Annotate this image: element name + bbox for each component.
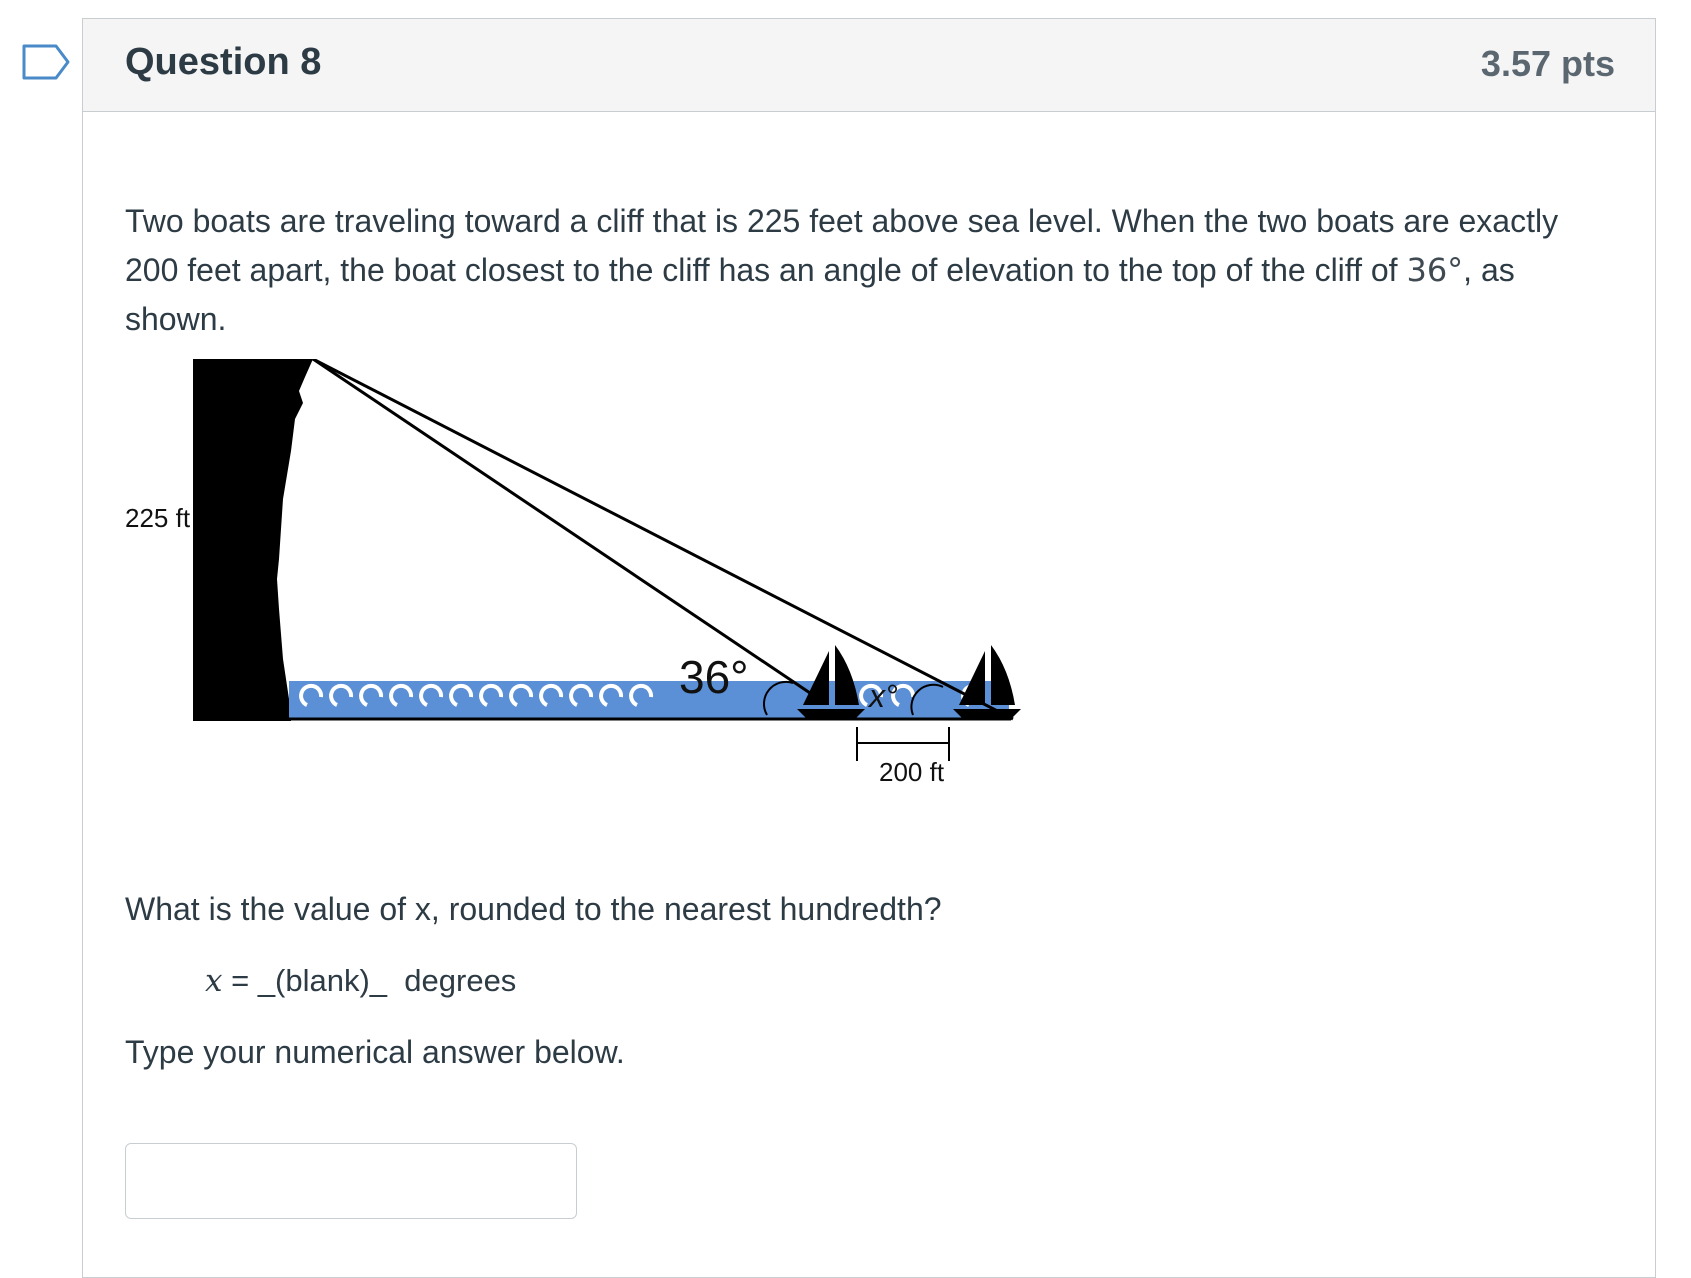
sight-line-near [313, 359, 813, 695]
question-text-part2: , as shown. [125, 252, 1515, 337]
answer-equals-text: = _(blank)_ degrees [222, 963, 517, 998]
angle-36-label: 36° [679, 651, 749, 703]
distance-marker [857, 727, 949, 761]
question-card [82, 18, 1656, 1278]
flag-question-icon[interactable] [22, 44, 70, 80]
numerical-answer-input[interactable] [125, 1143, 577, 1219]
question-text-part1: Two boats are traveling toward a cliff that is 225 feet above sea level. When the two boats are exactly 200 feet apart, the boat closest to the cliff has an angle of elevation to the top of the cliff of [125, 203, 1559, 288]
question-title: Question 8 [125, 41, 322, 83]
inline-angle-value: 36° [1406, 251, 1464, 289]
distance-label: 200 ft [879, 757, 945, 787]
answer-template [205, 963, 516, 999]
sight-line-far [313, 359, 1013, 719]
height-label: 225 ft [125, 503, 191, 533]
angle-x-label: x° [869, 678, 898, 714]
question-prompt: What is the value of x, rounded to the nearest hundredth? [125, 891, 942, 927]
question-header [83, 19, 1655, 112]
question-text [125, 197, 1615, 344]
answer-variable: x [205, 963, 223, 999]
question-points: 3.57 pts [1480, 43, 1615, 84]
cliff-boats-diagram [123, 359, 1223, 879]
cliff-shape [193, 359, 313, 721]
answer-instruction: Type your numerical answer below. [125, 1034, 625, 1070]
